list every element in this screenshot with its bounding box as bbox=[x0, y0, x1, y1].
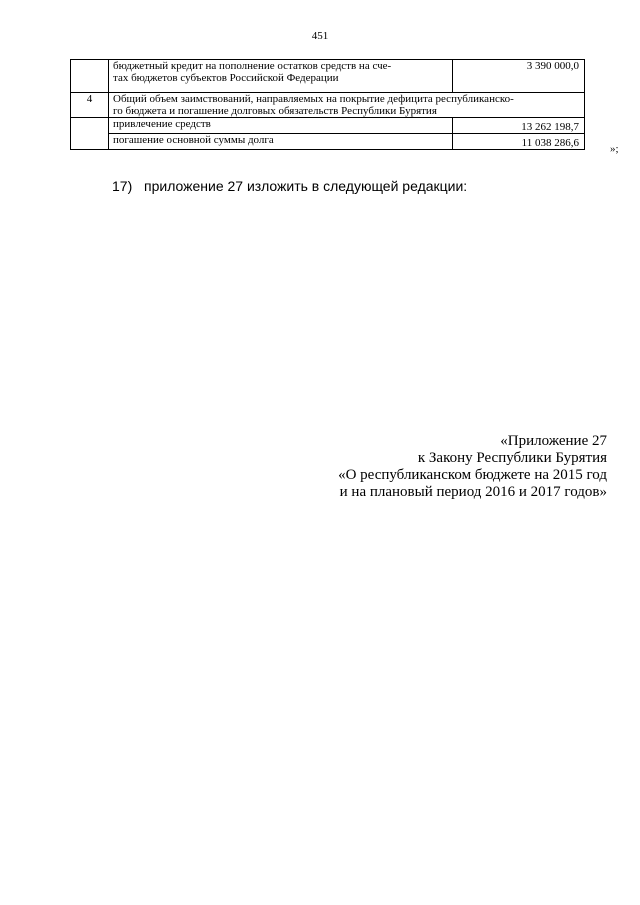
row-number-cell bbox=[71, 118, 109, 134]
row-amount-cell: 3 390 000,0 bbox=[453, 60, 585, 93]
row-text-line: привлечение средств bbox=[113, 118, 211, 130]
table-row bbox=[71, 134, 585, 150]
row-text-cell bbox=[109, 118, 453, 134]
row-amount-cell: 13 262 198,7 bbox=[453, 118, 585, 134]
appendix-heading-line: «Приложение 27 bbox=[500, 433, 607, 449]
table-row bbox=[71, 118, 585, 134]
appendix-heading-line: «О республиканском бюджете на 2015 год bbox=[338, 467, 607, 483]
row-number-cell bbox=[71, 60, 109, 93]
row-text-cell bbox=[109, 134, 453, 150]
appendix-heading bbox=[338, 433, 607, 501]
table-row bbox=[71, 60, 585, 93]
row-amount-cell: 11 038 286,6 bbox=[453, 134, 585, 150]
amendment-item bbox=[112, 178, 467, 194]
page-number: 451 bbox=[311, 30, 329, 42]
row-number-cell: 4 bbox=[71, 93, 109, 118]
appendix-heading-line: к Закону Республики Бурятия bbox=[417, 450, 607, 466]
row-number-cell bbox=[71, 134, 109, 150]
table-row bbox=[71, 93, 585, 118]
row-text-cell bbox=[109, 93, 585, 118]
amendment-text: приложение 27 изложить в следующей редакции: bbox=[144, 178, 468, 194]
row-text-line: погашение основной суммы долга bbox=[113, 134, 274, 146]
row-text-line: бюджетный кредит на пополнение остатков средств на сче- bbox=[113, 60, 392, 72]
row-text-line: го бюджета и погашение долговых обязательств Республики Бурятия bbox=[113, 105, 437, 117]
budget-table bbox=[70, 59, 585, 150]
closing-quote-mark: »; bbox=[610, 143, 619, 155]
amendment-item-number: 17) bbox=[112, 178, 133, 194]
row-text-cell bbox=[109, 60, 453, 93]
row-text-line: тах бюджетов субъектов Российской Федерации bbox=[113, 72, 339, 84]
row-text-line: Общий объем заимствований, направляемых на покрытие дефицита республиканско- bbox=[113, 93, 514, 105]
appendix-heading-line: и на плановый период 2016 и 2017 годов» bbox=[339, 484, 607, 500]
